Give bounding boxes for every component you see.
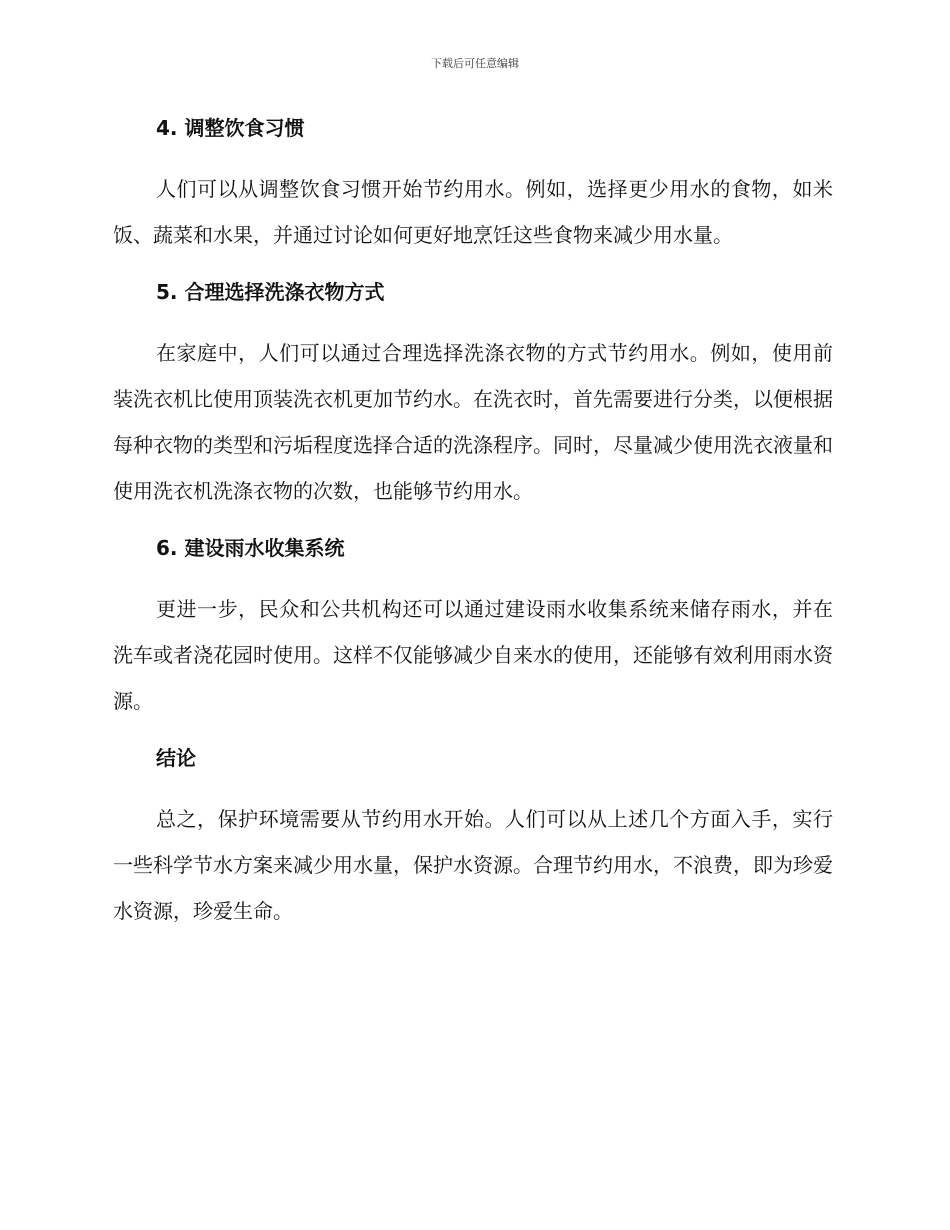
section-heading-diet: 4. 调整饮食习惯 — [156, 116, 305, 140]
section-heading-laundry: 5. 合理选择洗涤衣物方式 — [156, 280, 385, 304]
section-paragraph-diet: 人们可以从调整饮食习惯开始节约用水。例如，选择更少用水的食物，如米饭、蔬菜和水果，并通过讨论如何更好地烹饪这些食物来减少用水量。 — [113, 177, 833, 247]
header-note: 下载后可任意编辑 — [431, 57, 519, 70]
section-paragraph-laundry: 在家庭中，人们可以通过合理选择洗涤衣物的方式节约用水。例如，使用前装洗衣机比使用顶装洗衣机更加节约水。在洗衣时，首先需要进行分类，以便根据每种衣物的类型和污垢程度选择合适的洗涤程序。同时，尽量减少使用洗衣液量和使用洗衣机洗涤衣物的次数，也能够节约用水。 — [113, 341, 833, 503]
section-paragraph-rainwater: 更进一步，民众和公共机构还可以通过建设雨水收集系统来储存雨水，并在洗车或者浇花园时使用。这样不仅能够减少自来水的使用，还能够有效利用雨水资源。 — [113, 597, 833, 713]
section-paragraph-conclusion: 总之，保护环境需要从节约用水开始。人们可以从上述几个方面入手，实行一些科学节水方案来减少用水量，保护水资源。合理节约用水，不浪费，即为珍爱水资源，珍爱生命。 — [113, 807, 833, 923]
section-heading-rainwater: 6. 建设雨水收集系统 — [156, 536, 345, 560]
document-body — [113, 108, 833, 948]
section-heading-conclusion: 结论 — [156, 746, 196, 770]
